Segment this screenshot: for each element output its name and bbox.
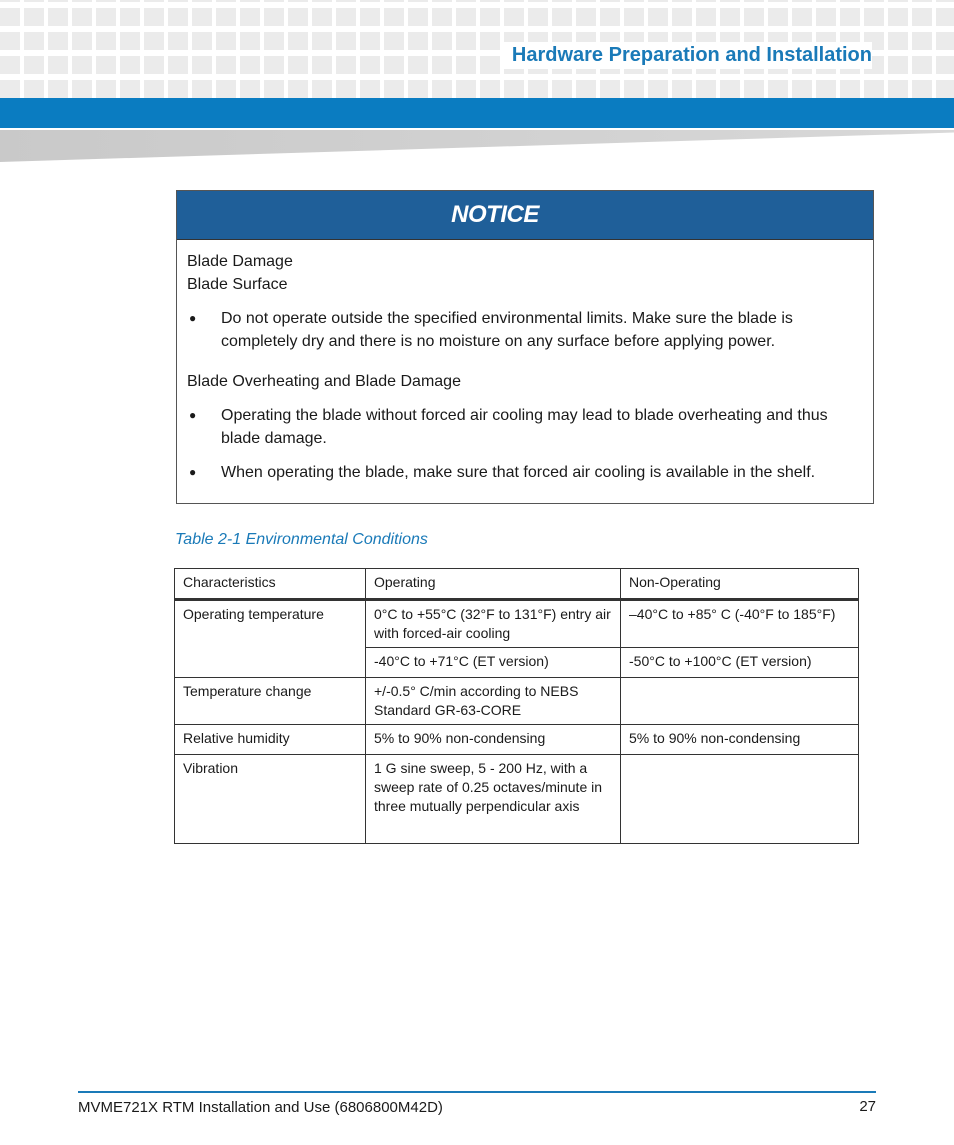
notice-line-blade-surface: Blade Surface <box>187 276 288 293</box>
table-cell: 5% to 90% non-condensing <box>366 725 621 755</box>
table-cell: +/-0.5° C/min according to NEBS Standard GR-63-CORE <box>366 678 621 725</box>
notice-bullet-text: When operating the blade, make sure that forced air cooling is available in the shelf. <box>221 464 816 481</box>
table-cell <box>621 755 859 844</box>
notice-subheading: Blade Overheating and Blade Damage <box>187 373 461 390</box>
table-caption: Table 2-1 Environmental Conditions <box>175 531 428 548</box>
table-cell: –40°C to +85° C (-40°F to 185°F) <box>621 600 859 648</box>
notice-bullet-text: Operating the blade without forced air cooling may lead to blade overheating and thus blade damage. <box>221 407 828 447</box>
table-row <box>175 678 859 725</box>
table-cell: Relative humidity <box>175 725 366 755</box>
notice-label: NOTICE <box>451 201 539 228</box>
notice-bullet-text: Do not operate outside the specified environmental limits. Make sure the blade is completely dry and there is no moisture on any surface before applying power. <box>221 310 793 350</box>
table-header-cell: Operating <box>366 569 621 600</box>
table-cell: 5% to 90% non-condensing <box>621 725 859 755</box>
table-cell: -40°C to +71°C (ET version) <box>366 648 621 678</box>
bullet-icon: ● <box>189 465 197 479</box>
header-wedge <box>0 130 954 162</box>
footer-document-title: MVME721X RTM Installation and Use (6806800M42D) <box>78 1099 443 1116</box>
notice-line-blade-damage: Blade Damage <box>187 253 293 270</box>
environmental-conditions-table <box>174 568 859 844</box>
table-cell: -50°C to +100°C (ET version) <box>621 648 859 678</box>
table-header-cell: Characteristics <box>175 569 366 600</box>
page-number: 27 <box>859 1098 876 1115</box>
table-cell <box>621 678 859 725</box>
table-header-cell: Non-Operating <box>621 569 859 600</box>
table-cell: 1 G sine sweep, 5 - 200 Hz, with a sweep rate of 0.25 octaves/minute in three mutually perpendicular axis <box>366 755 621 844</box>
table-row <box>175 600 859 648</box>
page-header-title: Hardware Preparation and Installation <box>504 42 872 69</box>
table-row <box>175 755 859 844</box>
bullet-icon: ● <box>189 408 197 422</box>
bullet-icon: ● <box>189 311 197 325</box>
table-cell: 0°C to +55°C (32°F to 131°F) entry air with forced-air cooling <box>366 600 621 648</box>
notice-bullet <box>187 307 863 353</box>
notice-bullet <box>187 404 863 450</box>
table-cell: Vibration <box>175 755 366 844</box>
header-band <box>0 98 954 128</box>
notice-header <box>177 191 873 240</box>
table-cell: Operating temperature <box>175 600 366 678</box>
table-row <box>175 725 859 755</box>
table-cell: Temperature change <box>175 678 366 725</box>
notice-bullet <box>187 461 863 484</box>
notice-body <box>177 240 873 484</box>
table-header-row <box>175 569 859 600</box>
notice-box <box>176 190 874 504</box>
footer-rule <box>78 1091 876 1093</box>
